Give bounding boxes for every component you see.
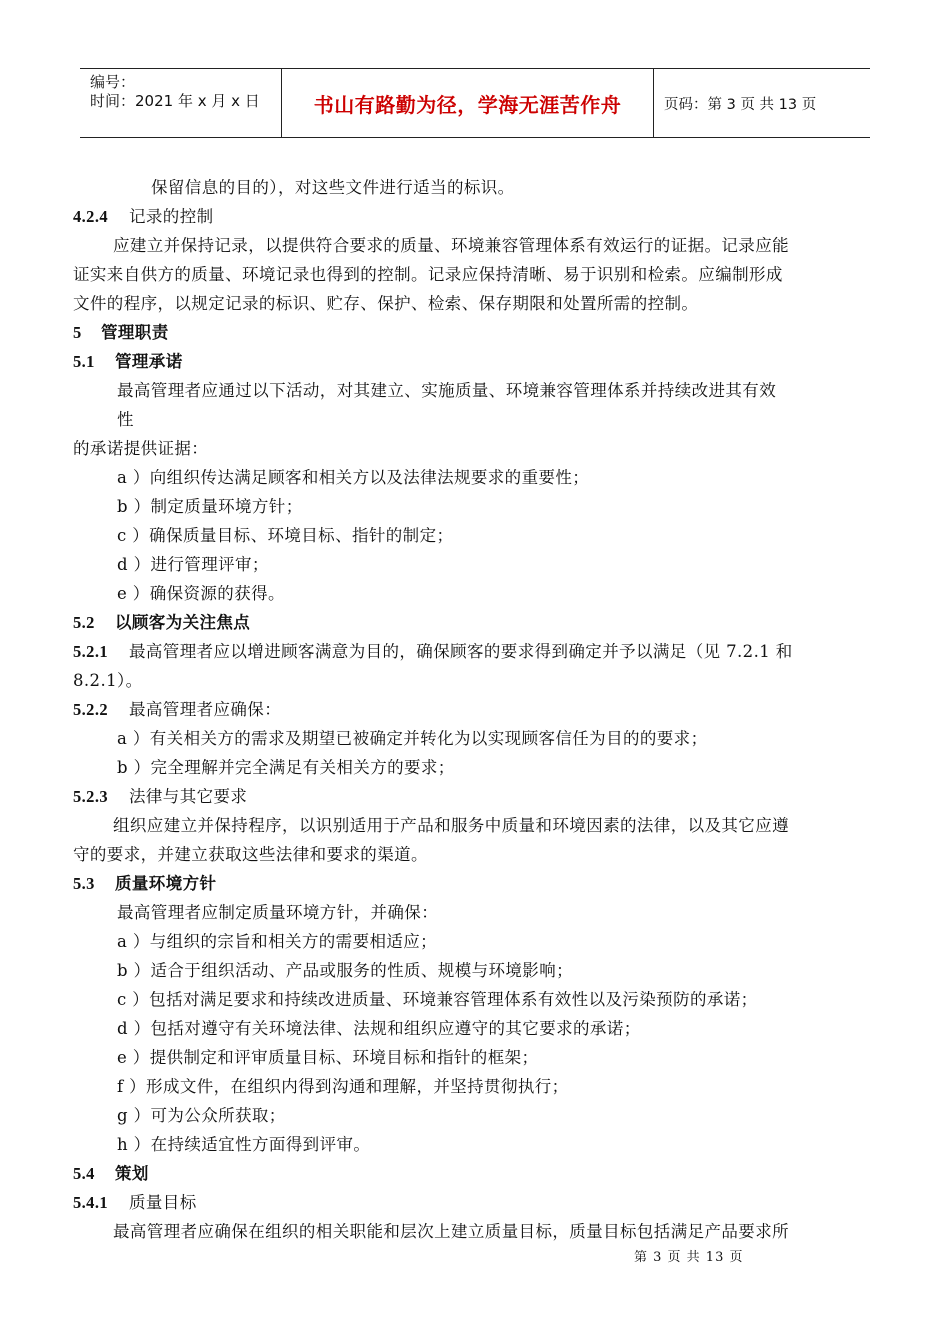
- section-heading-5-3: [73, 869, 879, 898]
- section-title: 记录的控制: [129, 207, 214, 226]
- section-number: 5.4.1: [73, 1193, 108, 1212]
- paragraph-line: 保留信息的目的），对这些文件进行适当的标识。: [151, 178, 515, 197]
- section-heading-5-2-1: [73, 637, 879, 666]
- list-item: g ）可为公众所获取；: [117, 1106, 286, 1125]
- header-motto: 书山有路勤为径，学海无涯苦作舟: [313, 92, 622, 117]
- section-number: 5.2.2: [73, 700, 108, 719]
- section-text: 最高管理者应确保：: [129, 700, 282, 719]
- section-title: 策划: [115, 1164, 149, 1183]
- paragraph-line: 性: [117, 410, 134, 429]
- section-heading-5-1: [73, 347, 879, 376]
- list-item: e ）提供制定和评审质量目标、环境目标和指针的框架；: [117, 1048, 539, 1067]
- section-title: 质量环境方针: [115, 874, 217, 893]
- paragraph-line: 最高管理者应通过以下活动，对其建立、实施质量、环境兼容管理体系并持续改进其有效: [117, 381, 777, 400]
- section-number: 5: [73, 323, 82, 342]
- list-item: e ）确保资源的获得。: [117, 584, 285, 603]
- section-text: 最高管理者应以增进顾客满意为目的，确保顾客的要求得到确定并予以满足（见 7.2.1 和: [129, 642, 793, 661]
- section-title: 法律与其它要求: [129, 787, 248, 806]
- paragraph-line: 文件的程序，以规定记录的标识、贮存、保护、检索、保存期限和处置所需的控制。: [73, 294, 699, 313]
- section-title: 质量目标: [129, 1193, 197, 1212]
- doc-time-label: 时间：2021 年 x 月 x 日: [90, 92, 260, 110]
- section-title: 以顾客为关注焦点: [115, 613, 251, 632]
- list-item: b ）制定质量环境方针；: [117, 497, 303, 516]
- list-item: c ）确保质量目标、环境目标、指针的制定；: [117, 526, 454, 545]
- header-page-label: 页码：第 3 页 共 13 页: [664, 96, 817, 113]
- paragraph-line: 最高管理者应确保在组织的相关职能和层次上建立质量目标，质量目标包括满足产品要求所: [113, 1222, 789, 1241]
- page-footer: 第 3 页 共 13 页: [634, 1250, 744, 1265]
- section-heading-5: [73, 318, 879, 347]
- section-number: 4.2.4: [73, 207, 108, 226]
- section-heading-5-2: [73, 608, 879, 637]
- section-number: 5.2: [73, 613, 95, 632]
- section-heading-5-2-3: [73, 782, 879, 811]
- section-number: 5.1: [73, 352, 95, 371]
- list-item: b ）完全理解并完全满足有关相关方的要求；: [117, 758, 455, 777]
- paragraph-line: 的承诺提供证据：: [73, 439, 209, 458]
- list-item: a ）有关相关方的需求及期望已被确定并转化为以实现顾客信任为目的的要求；: [117, 729, 708, 748]
- list-item: d ）进行管理评审；: [117, 555, 269, 574]
- header-page-cell: [654, 69, 870, 137]
- list-item: a ）与组织的宗旨和相关方的需要相适应；: [117, 932, 438, 951]
- section-heading-5-4: [73, 1159, 879, 1188]
- section-number: 5.2.1: [73, 642, 108, 661]
- section-heading-5-2-2: [73, 695, 879, 724]
- list-item: d ）包括对遵守有关环境法律、法规和组织应遵守的其它要求的承诺；: [117, 1019, 641, 1038]
- section-title: 管理职责: [101, 323, 169, 342]
- section-number: 5.2.3: [73, 787, 108, 806]
- list-item: b ）适合于组织活动、产品或服务的性质、规模与环境影响；: [117, 961, 574, 980]
- paragraph-line: 守的要求，并建立获取这些法律和要求的渠道。: [73, 845, 428, 864]
- paragraph-line: 证实来自供方的质量、环境记录也得到的控制。记录应保持清晰、易于识别和检索。应编制形成: [73, 265, 783, 284]
- header-motto-cell: [282, 69, 654, 137]
- section-heading-4-2-4: [73, 202, 879, 231]
- section-heading-5-4-1: [73, 1188, 879, 1217]
- paragraph-line: 组织应建立并保持程序，以识别适用于产品和服务中质量和环境因素的法律，以及其它应遵: [113, 816, 789, 835]
- list-item: c ）包括对满足要求和持续改进质量、环境兼容管理体系有效性以及污染预防的承诺；: [117, 990, 758, 1009]
- document-body: [73, 173, 879, 1246]
- header-meta-cell: [80, 69, 282, 137]
- list-item: h ）在持续适宜性方面得到评审。: [117, 1135, 371, 1154]
- paragraph-line: 8.2.1）。: [73, 671, 143, 690]
- list-item: f ）形成文件，在组织内得到沟通和理解，并坚持贯彻执行；: [117, 1077, 569, 1096]
- list-item: a ）向组织传达满足顾客和相关方以及法律法规要求的重要性；: [117, 468, 590, 487]
- section-number: 5.4: [73, 1164, 95, 1183]
- paragraph-line: 应建立并保持记录，以提供符合要求的质量、环境兼容管理体系有效运行的证据。记录应能: [113, 236, 789, 255]
- section-number: 5.3: [73, 874, 95, 893]
- page-header: [80, 68, 870, 138]
- doc-code-label: 编号：: [90, 73, 136, 91]
- paragraph-line: 最高管理者应制定质量环境方针，并确保：: [117, 903, 439, 922]
- section-title: 管理承诺: [115, 352, 183, 371]
